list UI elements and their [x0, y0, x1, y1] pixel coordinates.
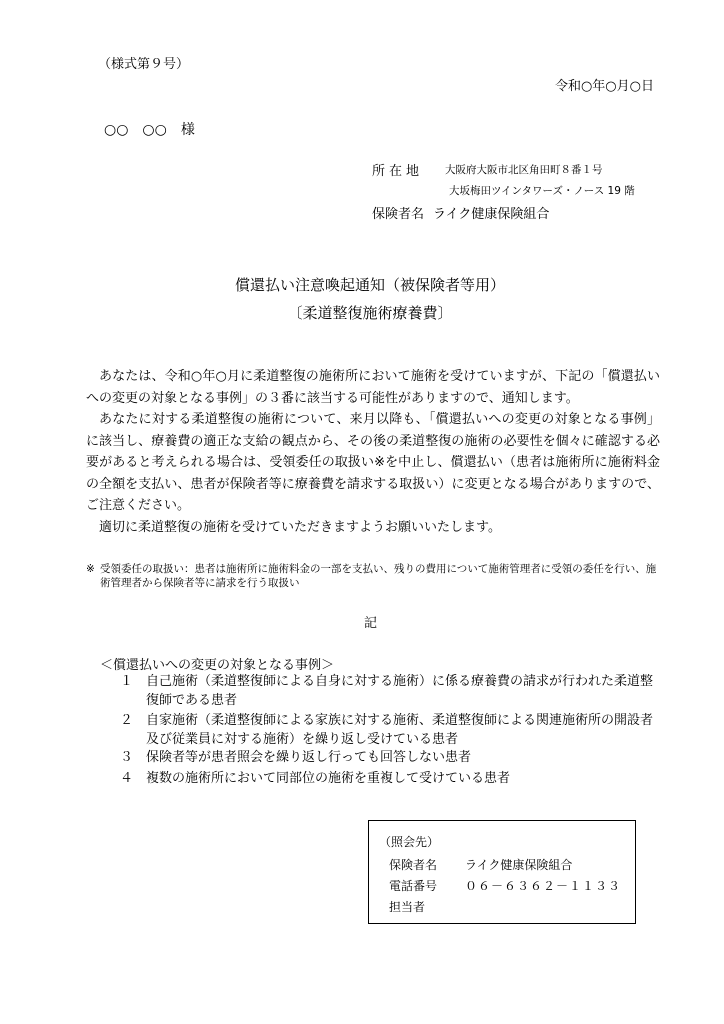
contact-phone-value: ０６－６３６２－１１３３	[465, 879, 622, 893]
case-text: 保険者等が患者照会を繰り返し行っても回答しない患者	[146, 750, 472, 765]
insurer-label: 保険者名	[372, 207, 425, 222]
case-item-1	[120, 672, 660, 710]
contact-insurer-value: ライク健康保険組合	[465, 858, 573, 872]
contact-box	[368, 820, 636, 924]
recipient-name: ○○ ○○ 様	[104, 122, 195, 138]
notice-body	[86, 366, 660, 538]
document-title: 償還払い注意喚起通知（被保険者等用）	[234, 276, 505, 294]
case-item-4	[120, 769, 660, 788]
case-number: １	[120, 674, 134, 689]
contact-person-label: 担当者	[389, 900, 426, 914]
footnote-text: 受領委任の取扱い：患者は施術所に施術料金の一部を支払い、残りの費用について施術管理者に受領の委任を行い、施術管理者から保険者等に請求を行う取扱い	[100, 563, 657, 589]
document-subtitle: 〔柔道整復施術療養費〕	[287, 304, 453, 322]
issue-date: 令和○年○月○日	[554, 79, 654, 94]
body-paragraph-1: あなたは、令和○年○月に柔道整復の施術所において施術を受けていますが、下記の「償還払いへの変更の対象となる事例」の３番に該当する可能性がありますので、通知します。	[86, 369, 660, 406]
case-number: ４	[120, 771, 134, 786]
insurer-name: ライク健康保険組合	[433, 207, 550, 222]
ki-heading: 記	[364, 616, 378, 631]
footnote	[86, 562, 664, 590]
address-label: 所在地	[372, 164, 424, 179]
contact-insurer-label: 保険者名	[389, 858, 438, 872]
form-number: （様式第９号）	[98, 57, 190, 72]
footnote-mark: ※	[86, 563, 95, 575]
body-paragraph-2: あなたに対する柔道整復の施術について、来月以降も、「償還払いへの変更の対象となる事例」に該当し、療養費の適正な支給の観点から、その後の柔道整復の施術の必要性を個々に確認する必要があると考えられる場合は、受領委任の取扱い※を中止し、償還払い（患者は施術所に施術料金の全額を支払い、患者が保険者等に療養費を請求する取扱い）に変更となる場合がありますので、ご注意ください。	[86, 412, 660, 513]
case-number: ３	[120, 750, 134, 765]
contact-phone-label: 電話番号	[389, 879, 438, 893]
case-number: ２	[120, 713, 134, 728]
cases-heading: ＜償還払いへの変更の対象となる事例＞	[100, 658, 335, 673]
contact-heading: （照会先）	[379, 835, 440, 849]
case-text: 複数の施術所において同部位の施術を重複して受けている患者	[146, 771, 511, 786]
case-text: 自家施術（柔道整復師による家族に対する施術、柔道整復師による関連施術所の開設者及び従業員に対する施術）を繰り返し受けている患者	[146, 713, 654, 747]
address-line-2: 大坂梅田ツインタワーズ・ノース 19 階	[449, 185, 635, 197]
case-item-2	[120, 711, 660, 749]
body-paragraph-3: 適切に柔道整復の施術を受けていただきますようお願いいたします。	[99, 519, 501, 535]
case-text: 自己施術（柔道整復師による自身に対する施術）に係る療養費の請求が行われた柔道整復師である患者	[146, 674, 654, 708]
address-line-1: 大阪府大阪市北区角田町８番１号	[445, 164, 603, 176]
case-item-3	[120, 748, 660, 767]
